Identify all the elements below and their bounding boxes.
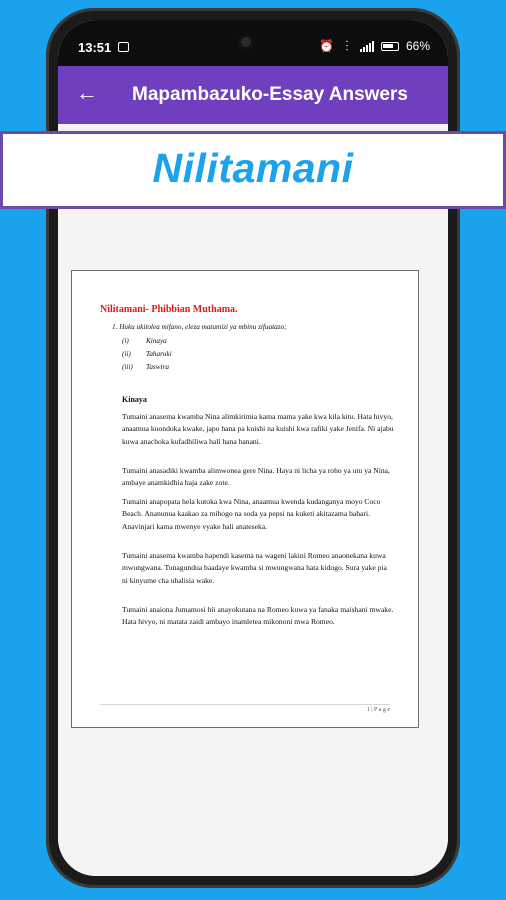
option-item [122,337,167,345]
status-time: 13:51 [78,40,112,55]
alarm-icon: ⏰ [319,39,334,53]
option-label: Taharuki [146,350,172,358]
status-icons [319,39,430,53]
paragraph: Tumaini anapopata hela kutoka kwa Nina, anaamua kwenda kudanganya moyo Coco Beach. Ananunua kaakao za mihogo na soda ya pepsi na kuketi akitazama bahari. Anavinjari kama mwenye vyake hali anateseka. [122,497,381,531]
option-label: Taswira [146,363,169,371]
paragraph: Tumaini anasadiki kwamba alimwonea gere Nina. Haya ni licha ya roho ya utu ya Nina, ambaye anamkidhia haja zake zote. [122,466,390,488]
battery-percent: 66% [405,39,430,53]
arrow-left-icon[interactable]: ← [76,80,98,105]
app-bar [58,66,448,124]
page-number: 1 | P a g e [366,707,390,713]
option-number: (i) [122,337,129,345]
option-label: Kinaya [146,337,167,345]
signal-icon [360,41,374,52]
option-number: (iii) [122,363,133,371]
question-text: 1. Huku ukitolea mifano, eleza matumizi ya mbinu zifuatazo; [112,323,287,331]
paragraph: Tumaini anasema kwamba hapendi kasema na wageni lakini Romeo anaonekana kuwa mwungwana. Tunagundua baadaye kwamba si mwungwana hata kidogo. Sura yake pia ni kinyume cha uhalisia wake. [122,551,387,585]
document-heading: Nilitamani- Phibbian Muthama. [100,304,238,315]
app-title: Mapambazuko-Essay Answers [132,84,408,105]
wifi-icon: ︙ [340,39,353,53]
option-number: (ii) [122,350,131,358]
section-subheading: Kinaya [122,395,147,404]
document-viewer[interactable] [58,124,448,876]
title-banner [0,131,506,209]
option-item [122,363,169,371]
paragraph: Tumaini anaiona Jumamosi hii anayokutana na Romeo kuwa ya fanaka maishani mwake. Hata hivyo, ni matata zaidi ambayo inamletea mikononi mwa Romeo. [122,605,394,627]
banner-title: Nilitamani [152,145,354,191]
gallery-icon [118,42,129,52]
battery-icon [381,42,399,51]
front-camera [238,34,254,50]
document-page [71,270,419,728]
paragraph: Tumaini anasema kwamba Nina alimkirimia kama mama yake kwa kila kitu. Hata hivyo, anaamua kuondoka kwake, japo hana pa kuishi na kuishi kwa rafiki yake Jenifa. Ni ajabu kuwa anachoka kufadhiliwa hali hana hanani. [122,412,394,446]
option-item [122,350,172,358]
page-footer-divider [100,704,390,705]
status-bar [58,20,448,66]
